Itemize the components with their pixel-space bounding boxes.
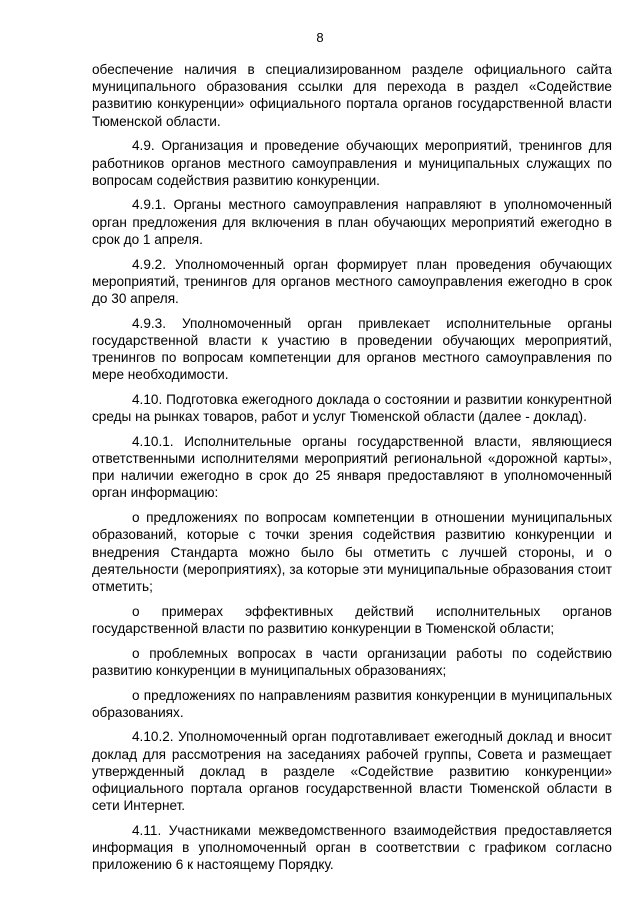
list-item-examples: о примерах эффективных действий исполнительных органов государственной власти по развитию конкуренции в Тюменской области; xyxy=(92,603,612,636)
list-item-proposals: о предложениях по вопросам компетенции в отношении муниципальных образований, которые с точки зрения содействия развитию конкуренции и внедрения Стандарта можно было бы отметить с лучшей стороны, и о деятельности (мероприятиях), за которые эти муниципальные образования стоит отметить; xyxy=(92,510,612,594)
paragraph-4-9-3: 4.9.3. Уполномоченный орган привлекает исполнительные органы государственной власти к участию в проведении обучающих мероприятий, тренингов по вопросам компетенции для органов местного самоуправления по мере необходимости. xyxy=(92,315,612,383)
paragraph-4-9-1: 4.9.1. Органы местного самоуправления направляют в уполномоченный орган предложения для включения в план обучающих мероприятий ежегодно в срок до 1 апреля. xyxy=(92,197,612,247)
paragraph-4-11: 4.11. Участниками межведомственного взаимодействия предоставляется информация в уполномоченный орган в соответствии с графиком согласно приложению 6 к настоящему Порядку. xyxy=(92,822,612,873)
paragraph-4-9-2: 4.9.2. Уполномоченный орган формирует план проведения обучающих мероприятий, тренингов для органов местного самоуправления ежегодно в срок до 30 апреля. xyxy=(92,256,612,306)
list-item-directions: о предложениях по направлениям развития конкуренции в муниципальных образованиях. xyxy=(92,687,612,720)
paragraph-4-10: 4.10. Подготовка ежегодного доклада о состоянии и развитии конкурентной среды на рынках товаров, работ и услуг Тюменской области (далее - доклад). xyxy=(92,391,612,425)
page-number: 8 xyxy=(316,30,324,45)
paragraph-4-10-1: 4.10.1. Исполнительные органы государственной власти, являющиеся ответственными исполнителями мероприятий региональной «дорожной карты», при наличии ежегодно в срок до 25 января предоставляют в уполномоченный орган информацию: xyxy=(92,433,612,501)
paragraph-4-10-2: 4.10.2. Уполномоченный орган подготавливает ежегодный доклад и вносит доклад для рассмотрения на заседаниях рабочей группы, Совета и размещает утвержденный доклад в разделе «Содействие развитию конкуренции» официального портала органов государственной власти Тюменской области в сети Интернет. xyxy=(92,729,612,814)
list-item-problems: о проблемных вопросах в части организации работы по содействию развитию конкуренции в муниципальных образованиях; xyxy=(92,645,612,678)
paragraph-continuation: обеспечение наличия в специализированном разделе официального сайта муниципального образования ссылки для перехода в раздел «Содействие развитию конкуренции» официального портала органов государственной власти Тюменской области. xyxy=(92,62,612,129)
document-body xyxy=(92,61,612,881)
paragraph-4-9: 4.9. Организация и проведение обучающих мероприятий, тренингов для работников органов местного самоуправления и муниципальных служащих по вопросам содействия развитию конкуренции. xyxy=(92,138,612,188)
